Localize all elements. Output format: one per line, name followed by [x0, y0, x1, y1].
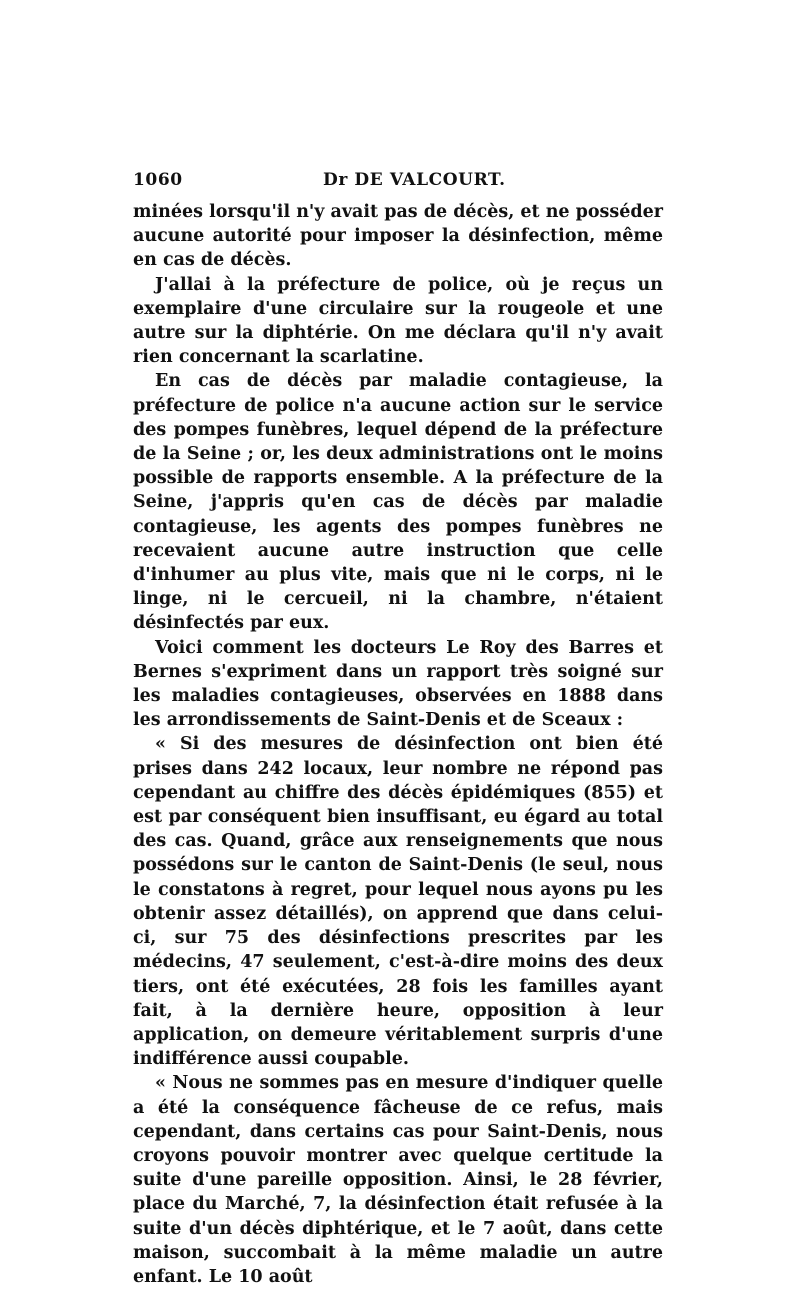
page-header: [133, 170, 663, 192]
page-number: 1060: [133, 170, 183, 190]
body-text: [133, 200, 663, 1289]
paragraph-pompes-funebres: En cas de décès par maladie contagieuse, la préfecture de police n'a aucune action sur le service des pompes funèbres, lequel dépend de la préfecture de la Seine ; or, les deux administrations ont le moins possible de rapports ensemble. A la préfecture de la Seine, j'appris qu'en cas de décès par maladie contagieuse, les agents des pompes funèbres ne recevaient aucune autre instruction que celle d'inhumer au plus vite, mais que ni le corps, ni le linge, ni le cercueil, ni la chambre, n'étaient désinfectés par eux.: [133, 371, 663, 634]
paragraph-quote-saint-denis: « Nous ne sommes pas en mesure d'indiquer quelle a été la conséquence fâcheuse de ce refus, mais cependant, dans certains cas pour Saint-Denis, nous croyons pouvoir montrer avec quelque certitude la suite d'une pareille opposition. Ainsi, le 28 février, place du Marché, 7, la désinfection était refusée à la suite d'un décès diphtérique, et le 7 août, dans cette maison, succombait à la même maladie un autre enfant. Le 10 août: [133, 1073, 663, 1287]
running-head: Dr DE VALCOURT.: [323, 170, 506, 190]
paragraph-rapport-intro: Voici comment les docteurs Le Roy des Barres et Bernes s'expriment dans un rapport très soigné sur les maladies contagieuses, observées en 1888 dans les arrondissements de Saint-Denis et de Sceaux :: [133, 637, 663, 731]
paragraph-quote-desinfection: « Si des mesures de désinfection ont bien été prises dans 242 locaux, leur nombre ne répond pas cependant au chiffre des décès épidémiques (855) et est par conséquent bien insuffisant, eu égard au total des cas. Quand, grâce aux renseignements que nous possédons sur le canton de Saint-Denis (le seul, nous le constatons à regret, pour lequel nous ayons pu les obtenir assez détaillés), on apprend que dans celui-ci, sur 75 des désinfections prescrites par les médecins, 47 seulement, c'est-à-dire moins des deux tiers, ont été exécutées, 28 fois les familles ayant fait, à la dernière heure, opposition à leur application, on demeure véritablement surpris d'une indifférence aussi coupable.: [133, 734, 663, 1070]
paragraph-prefecture-police: J'allai à la préfecture de police, où je reçus un exemplaire d'une circulaire sur la rougeole et une autre sur la diphtérie. On me déclara qu'il n'y avait rien concernant la scarlatine.: [133, 274, 663, 368]
paragraph-continuation: minées lorsqu'il n'y avait pas de décès, et ne posséder aucune autorité pour imposer la désinfection, même en cas de décès.: [133, 202, 663, 271]
